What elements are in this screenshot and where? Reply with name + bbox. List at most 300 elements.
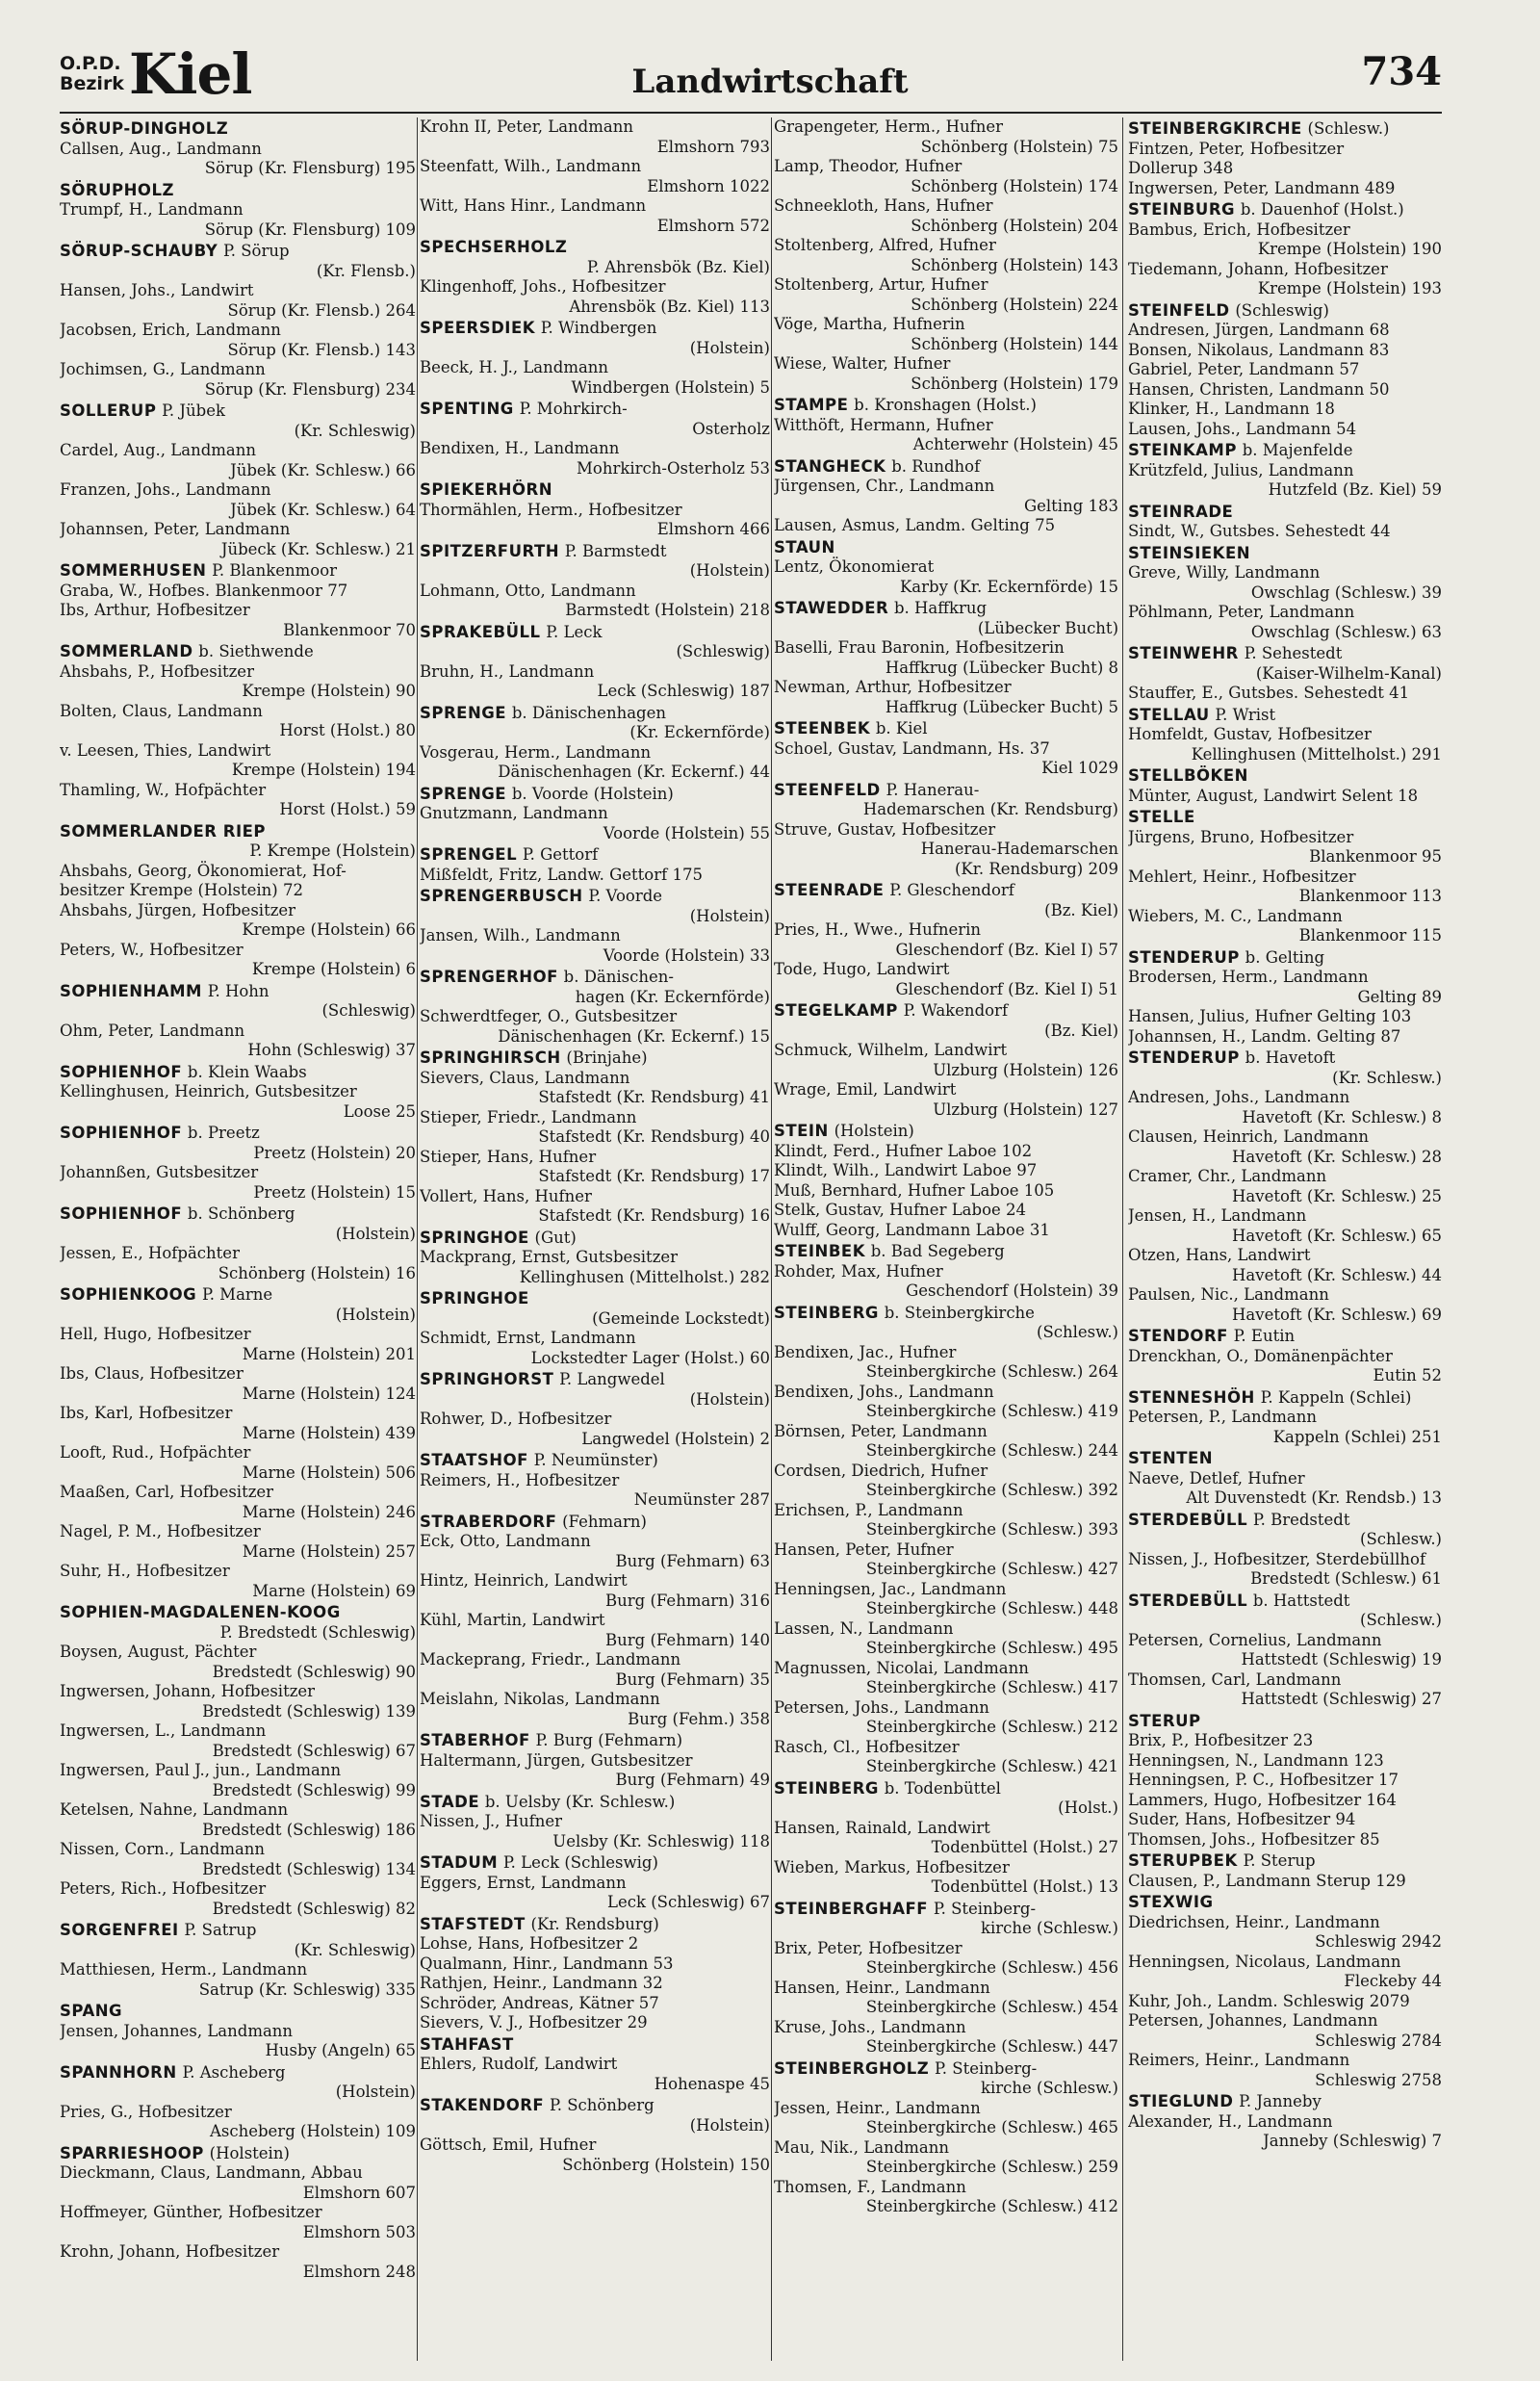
entry-name: Graba, W., Hofbes. Blankenmoor 77	[60, 581, 348, 600]
entry-name: Eck, Otto, Landmann	[420, 1532, 591, 1550]
entry-name: Trumpf, H., Landmann	[60, 200, 244, 219]
place-qualifier: P. Jübek	[162, 401, 225, 420]
entry-location: Kiel 1029	[1041, 759, 1118, 777]
entry-name: Mau, Nik., Landmann	[774, 2137, 950, 2157]
entry-name: Stieper, Friedr., Landmann	[420, 1107, 637, 1126]
entry-name: Jacobsen, Erich, Landmann	[60, 321, 281, 339]
place-qualifier: P. Kappeln (Schlei)	[1260, 1387, 1412, 1407]
entry-location: Bredstedt (Schleswig) 186	[202, 1820, 416, 1839]
place-name: STELLAU	[1128, 705, 1210, 724]
place-heading	[1128, 1449, 1442, 1469]
entry-location: Achterwehr (Holstein) 45	[912, 435, 1118, 453]
entry-name: Muß, Bernhard, Hufner Laboe 105	[774, 1180, 1055, 1200]
place-heading	[60, 2063, 416, 2083]
entry-name: Vollert, Hans, Hufner	[420, 1186, 592, 1205]
place-name: STENDERUP	[1128, 947, 1240, 967]
place-name: SPANNHORN	[60, 2062, 177, 2082]
place-heading	[774, 1001, 1118, 1022]
place-qualifier-line: (Schlesw.)	[1360, 1530, 1442, 1548]
place-qualifier: b. Kronshagen (Holst.)	[854, 396, 1037, 414]
place-qualifier-line: hagen (Kr. Eckernförde)	[575, 987, 770, 1006]
place-qualifier: P. Steinberg-	[935, 2058, 1038, 2078]
place-qualifier-line: (Lübecker Bucht)	[977, 618, 1118, 637]
entry-name: Ibs, Arthur, Hofbesitzer	[60, 601, 250, 619]
entry-location: Steinbergkirche (Schlesw.) 427	[865, 1560, 1118, 1578]
entry-location: Gelting 89	[1357, 987, 1442, 1006]
place-heading	[60, 1921, 416, 1941]
entry-name: Nagel, P. M., Hofbesitzer	[60, 1522, 261, 1540]
place-qualifier-line: P. Krempe (Holstein)	[249, 841, 416, 860]
entry-name: Cramer, Chr., Landmann	[1128, 1167, 1327, 1185]
place-qualifier-line: P. Bredstedt (Schleswig)	[219, 1622, 416, 1642]
entry-location: Havetoft (Kr. Schlesw.) 28	[1232, 1147, 1442, 1166]
place-heading	[420, 1731, 770, 1751]
place-name: SOPHIENHOF	[60, 1062, 183, 1081]
place-heading	[774, 719, 1118, 739]
place-name: STANGHECK	[774, 456, 886, 476]
entry-name: Pries, H., Wwe., Hufnerin	[774, 920, 981, 939]
entry-name: Hansen, Christen, Landmann 50	[1128, 379, 1390, 399]
entry-name: Ingwersen, Johann, Hofbesitzer	[60, 1682, 316, 1700]
place-heading	[774, 1242, 1118, 1262]
entry-name: Vöge, Martha, Hufnerin	[774, 315, 965, 333]
place-name: STAKENDORF	[420, 2096, 545, 2114]
entry-name: Hansen, Heinr., Landmann	[774, 1978, 990, 1997]
entry-location: Husby (Angeln) 65	[265, 2041, 416, 2059]
place-name: SÖRUP-SCHAUBY	[60, 242, 218, 260]
place-name: STEINBERG	[774, 1778, 879, 1798]
place-name: STENTEN	[1128, 1449, 1214, 1467]
entry-name: Franzen, Johs., Landmann	[60, 480, 271, 499]
place-heading	[60, 1063, 416, 1083]
place-name: STADUM	[420, 1853, 499, 1872]
place-name: SPRAKEBÜLL	[420, 622, 541, 641]
entry-name: Hansen, Rainald, Landwirt	[774, 1818, 990, 1837]
place-qualifier: b. Siethwende	[198, 642, 314, 660]
entry-name: Nissen, J., Hufner	[420, 1812, 563, 1830]
entry-location: Horst (Holst.) 59	[279, 800, 416, 818]
entry-name: Klindt, Ferd., Hufner Laboe 102	[774, 1141, 1033, 1160]
entry-location: Bredstedt (Schleswig) 139	[202, 1701, 416, 1721]
entry-location: Gleschendorf (Bz. Kiel I) 51	[895, 979, 1118, 998]
place-heading	[60, 642, 416, 662]
entry-name: Stauffer, E., Gutsbes. Sehestedt 41	[1128, 684, 1410, 702]
entry-name: Ahsbahs, Jürgen, Hofbesitzer	[60, 900, 296, 919]
entry-location: Dänischenhagen (Kr. Eckernf.) 44	[498, 763, 770, 781]
entry-name: Mißfeldt, Fritz, Landw. Gettorf 175	[420, 865, 703, 884]
entry-location: Hanerau-Hademarschen	[920, 840, 1118, 858]
entry-location: Kellinghusen (Mittelholst.) 282	[519, 1267, 770, 1286]
place-qualifier-line: (Kr. Eckernförde)	[629, 723, 770, 741]
entry-location: Schleswig 2758	[1315, 2070, 1442, 2089]
place-qualifier: P. Ascheberg	[182, 2062, 286, 2082]
entry-location: Sörup (Kr. Flensb.) 264	[227, 300, 416, 320]
entry-location: Leck (Schleswig) 187	[597, 682, 770, 700]
entry-location: Jübek (Kr. Schlesw.) 64	[230, 500, 416, 519]
place-heading	[1128, 301, 1442, 322]
entry-name: Krützfeld, Julius, Landmann	[1128, 460, 1354, 479]
entry-name: Paulsen, Nic., Landmann	[1128, 1285, 1329, 1304]
place-qualifier: b. Dauenhof (Holst.)	[1240, 200, 1404, 219]
place-heading	[60, 2144, 416, 2164]
entry-name: v. Leesen, Thies, Landwirt	[60, 740, 271, 760]
place-qualifier: b. Todenbüttel	[884, 1778, 1001, 1798]
header-rule	[60, 112, 1442, 114]
place-heading	[1128, 1851, 1442, 1872]
place-heading	[420, 1513, 770, 1533]
place-qualifier: b. Hattstedt	[1252, 1591, 1350, 1610]
entry-name: Haltermann, Jürgen, Gutsbesitzer	[420, 1750, 693, 1770]
entry-name: Johannsen, H., Landm. Gelting 87	[1128, 1026, 1401, 1046]
entry-location: Marne (Holstein) 201	[242, 1344, 416, 1363]
entry-name: Wiese, Walter, Hufner	[774, 354, 951, 373]
entry-location: Burg (Fehmarn) 35	[615, 1669, 770, 1689]
entry-name: Ingwersen, Paul J., jun., Landmann	[60, 1761, 342, 1779]
place-qualifier: b. Schönberg	[187, 1204, 295, 1223]
entry-location: Kellinghusen (Mittelholst.) 291	[1191, 744, 1442, 763]
place-qualifier: P. Sterup	[1243, 1851, 1316, 1870]
entry-name: Lausen, Asmus, Landm. Gelting 75	[774, 516, 1056, 534]
place-name: STENDERUP	[1128, 1048, 1240, 1067]
entry-location: Steinbergkirche (Schlesw.) 244	[865, 1441, 1118, 1460]
entry-name: Steenfatt, Wilh., Landmann	[420, 157, 642, 175]
place-heading	[1128, 1592, 1442, 1612]
entry-name: Qualmann, Hinr., Landmann 53	[420, 1954, 674, 1973]
place-name: SÖRUPHOLZ	[60, 180, 174, 199]
place-qualifier: (Kr. Rendsburg)	[530, 1914, 659, 1933]
place-qualifier: P. Sehestedt	[1244, 644, 1343, 662]
place-name: SPIEKERHÖRN	[420, 480, 552, 499]
entry-location: Ulzburg (Holstein) 126	[933, 1060, 1118, 1079]
entry-name: Jochimsen, G., Landmann	[60, 360, 266, 378]
place-qualifier-line: (Bz. Kiel)	[1044, 1021, 1118, 1040]
entry-location: Bredstedt (Schleswig) 67	[212, 1741, 416, 1760]
entry-name: Cordsen, Diedrich, Hufner	[774, 1461, 988, 1480]
entry-location: Elmshorn 503	[302, 2222, 416, 2241]
entry-location: Burg (Fehm.) 358	[628, 1709, 770, 1728]
entry-name: Thomsen, Carl, Landmann	[1128, 1669, 1342, 1689]
place-heading	[1128, 200, 1442, 220]
entry-location: Sörup (Kr. Flensburg) 109	[204, 220, 416, 239]
entry-name: Lausen, Johs., Landmann 54	[1128, 419, 1357, 438]
entry-location: Marne (Holstein) 124	[242, 1384, 416, 1403]
entry-location: Krempe (Holstein) 66	[242, 920, 416, 939]
entry-name: Magnussen, Nicolai, Landmann	[774, 1658, 1029, 1677]
place-qualifier: P. Leck (Schleswig)	[502, 1853, 658, 1872]
entry-location: Hattstedt (Schleswig) 19	[1241, 1650, 1442, 1669]
place-qualifier-line: (Holstein)	[335, 2083, 416, 2101]
place-name: STAHFAST	[420, 2034, 514, 2054]
place-qualifier-line: kirche (Schlesw.)	[980, 2079, 1118, 2097]
entry-name: Schoel, Gustav, Landmann, Hs. 37	[774, 738, 1050, 758]
entry-location: Owschlag (Schlesw.) 39	[1250, 582, 1442, 602]
place-heading	[60, 181, 416, 201]
entry-location: Preetz (Holstein) 20	[253, 1143, 416, 1162]
entry-name: Pöhlmann, Peter, Landmann	[1128, 603, 1355, 621]
entry-name: Brodersen, Herm., Landmann	[1128, 968, 1369, 986]
place-heading	[1128, 808, 1442, 828]
entry-location: Steinbergkirche (Schlesw.) 419	[865, 1402, 1118, 1420]
entry-location: Steinbergkirche (Schlesw.) 212	[865, 1718, 1118, 1736]
entry-name: Börnsen, Peter, Landmann	[774, 1421, 988, 1440]
place-name: STERUPBEK	[1128, 1851, 1238, 1870]
place-qualifier: P. Hanerau-	[886, 780, 980, 799]
entry-name: Lamp, Theodor, Hufner	[774, 157, 962, 175]
column-divider	[1122, 117, 1123, 2361]
entry-location: Steinbergkirche (Schlesw.) 421	[865, 1757, 1118, 1775]
place-qualifier-line: (Kaiser-Wilhelm-Kanal)	[1255, 663, 1442, 683]
place-name: STEXWIG	[1128, 1893, 1214, 1911]
place-heading	[60, 242, 416, 262]
column-1	[60, 117, 416, 2361]
place-qualifier-line: Osterholz	[692, 419, 770, 438]
entry-location: Karby (Kr. Eckernförde) 15	[899, 577, 1118, 596]
entry-name: Wrage, Emil, Landwirt	[774, 1080, 957, 1099]
place-heading	[420, 1048, 770, 1069]
entry-location: Schönberg (Holstein) 75	[920, 137, 1118, 156]
entry-location: Dänischenhagen (Kr. Eckernf.) 15	[498, 1026, 770, 1046]
place-name: SPECHSERHOLZ	[420, 238, 568, 256]
entry-name: Struve, Gustav, Hofbesitzer	[774, 819, 996, 839]
place-heading	[60, 561, 416, 582]
entry-name: Jürgensen, Chr., Landmann	[774, 477, 995, 495]
entry-location: Janneby (Schleswig) 7	[1263, 2132, 1442, 2150]
entry-name: Bendixen, Johs., Landmann	[774, 1382, 994, 1401]
entry-name: Dieckmann, Claus, Landmann, Abbau	[60, 2163, 363, 2182]
place-heading	[420, 887, 770, 907]
entry-name: Suder, Hans, Hofbesitzer 94	[1128, 1810, 1356, 1828]
place-name: STEINBURG	[1128, 200, 1236, 219]
entry-location: Haffkrug (Lübecker Bucht) 5	[885, 697, 1118, 716]
entry-location: Schönberg (Holstein) 150	[562, 2155, 770, 2174]
entry-name: Grapengeter, Herm., Hufner	[774, 117, 1003, 136]
place-qualifier-line: (Holstein)	[335, 1224, 416, 1243]
entry-location: Krempe (Holstein) 90	[242, 682, 416, 700]
place-name: STERDEBÜLL	[1128, 1591, 1248, 1610]
entry-location: Sörup (Kr. Flensb.) 143	[227, 340, 416, 359]
place-heading	[1128, 706, 1442, 726]
entry-name: Thormählen, Herm., Hofbesitzer	[420, 500, 682, 519]
entry-name: Schröder, Andreas, Kätner 57	[420, 1993, 659, 2012]
entry-location: Havetoft (Kr. Schlesw.) 8	[1242, 1107, 1442, 1126]
place-qualifier-line: kirche (Schlesw.)	[980, 1919, 1118, 1937]
place-heading	[420, 1853, 770, 1874]
place-qualifier-line: (Kr. Schleswig)	[294, 421, 416, 440]
place-qualifier: P. Barmstedt	[564, 541, 667, 560]
entry-name: Boysen, August, Pächter	[60, 1643, 257, 1661]
column-divider	[417, 117, 418, 2361]
place-name: SPRINGHIRSCH	[420, 1048, 561, 1067]
entry-name: Bambus, Erich, Hofbesitzer	[1128, 220, 1350, 239]
place-heading	[1128, 948, 1442, 969]
entry-name: Kühl, Martin, Landwirt	[420, 1611, 605, 1629]
entry-name: Cardel, Aug., Landmann	[60, 441, 257, 459]
entry-location: Schönberg (Holstein) 179	[911, 374, 1118, 393]
place-qualifier: b. Uelsby (Kr. Schlesw.)	[484, 1792, 676, 1811]
entry-name: besitzer Krempe (Holstein) 72	[60, 881, 303, 899]
place-qualifier-line: (Holst.)	[1058, 1799, 1118, 1817]
entry-location: Blankenmoor 115	[1298, 926, 1442, 945]
place-heading	[774, 1779, 1118, 1799]
place-name: STADE	[420, 1792, 480, 1811]
entry-name: Rohder, Max, Hufner	[774, 1261, 943, 1281]
place-qualifier: P. Mohrkirch-	[519, 400, 628, 418]
place-name: STEINFELD	[1128, 300, 1230, 320]
place-qualifier-line: (Kr. Flensb.)	[316, 261, 416, 280]
entry-location: Marne (Holstein) 246	[242, 1502, 416, 1521]
place-heading	[1128, 1388, 1442, 1409]
place-heading	[60, 822, 416, 842]
entry-name: Hansen, Peter, Hufner	[774, 1540, 954, 1559]
place-heading	[420, 480, 770, 501]
entry-name: Petersen, P., Landmann	[1128, 1408, 1317, 1426]
place-heading	[1128, 119, 1442, 140]
page-header	[0, 0, 1540, 116]
entry-location: Steinbergkirche (Schlesw.) 393	[865, 1520, 1118, 1539]
entry-location: Jübeck (Kr. Schlesw.) 21	[220, 539, 416, 558]
entry-location: Marne (Holstein) 506	[242, 1462, 416, 1482]
entry-name: Newman, Arthur, Hofbesitzer	[774, 678, 1012, 696]
entry-location: Elmshorn 572	[656, 216, 770, 235]
entry-name: Jensen, H., Landmann	[1128, 1206, 1307, 1225]
entry-name: Stieper, Hans, Hufner	[420, 1147, 597, 1166]
place-qualifier: P. Neumünster)	[533, 1451, 658, 1469]
entry-location: Kappeln (Schlei) 251	[1272, 1427, 1442, 1446]
place-heading	[1128, 1327, 1442, 1347]
place-qualifier-line: (Gemeinde Lockstedt)	[592, 1308, 770, 1328]
entry-name: Bruhn, H., Landmann	[420, 661, 595, 681]
entry-location: Hutzfeld (Bz. Kiel) 59	[1268, 480, 1442, 499]
entry-location: Barmstedt (Holstein) 218	[565, 601, 770, 619]
place-heading	[774, 457, 1118, 478]
entry-name: Bolten, Claus, Landmann	[60, 701, 263, 720]
entry-location: Havetoft (Kr. Schlesw.) 69	[1232, 1305, 1442, 1324]
entry-location: Schleswig 2942	[1315, 1932, 1442, 1951]
entry-name: Schneekloth, Hans, Hufner	[774, 196, 993, 215]
place-qualifier: (Brinjahe)	[566, 1048, 648, 1067]
entry-name: Bonsen, Nikolaus, Landmann 83	[1128, 340, 1390, 359]
entry-location: Schleswig 2784	[1315, 2031, 1442, 2050]
place-name: STAFSTEDT	[420, 1914, 526, 1933]
opd-label: O.P.D. Bezirk	[60, 53, 124, 94]
entry-name: Tode, Hugo, Landwirt	[774, 960, 950, 978]
entry-name: Münter, August, Landwirt Selent 18	[1128, 786, 1419, 805]
entry-name: Ingwersen, Peter, Landmann 489	[1128, 178, 1396, 197]
place-name: STEINBERGHOLZ	[774, 2058, 930, 2078]
entry-location: Steinbergkirche (Schlesw.) 495	[865, 1639, 1118, 1657]
place-qualifier: P. Bredstedt	[1252, 1510, 1350, 1529]
entry-location: Steinbergkirche (Schlesw.) 465	[865, 2118, 1118, 2136]
place-name: SPENTING	[420, 400, 514, 418]
place-qualifier: b. Havetoft	[1245, 1048, 1336, 1067]
entry-name: Thomsen, Johs., Hofbesitzer 85	[1128, 1829, 1380, 1849]
entry-name: Lassen, N., Landmann	[774, 1618, 954, 1638]
place-name: STERUP	[1128, 1711, 1201, 1730]
place-name: SOPHIEN-MAGDALENEN-KOOG	[60, 1603, 341, 1621]
place-heading	[1128, 1511, 1442, 1531]
entry-location: Sörup (Kr. Flensburg) 195	[204, 159, 416, 177]
entry-location: Steinbergkirche (Schlesw.) 417	[865, 1678, 1118, 1696]
place-name: STEINBEK	[774, 1242, 865, 1260]
entry-location: Langwedel (Holstein) 2	[581, 1429, 770, 1448]
entry-name: Nissen, Corn., Landmann	[60, 1840, 266, 1858]
entry-location: Uelsby (Kr. Schleswig) 118	[552, 1831, 770, 1850]
entry-location: Hohenaspe 45	[654, 2074, 770, 2093]
entry-location: Stafstedt (Kr. Rendsburg) 17	[538, 1167, 770, 1185]
entry-name: Hoffmeyer, Günther, Hofbesitzer	[60, 2203, 322, 2221]
entry-name: Hansen, Julius, Hufner Gelting 103	[1128, 1007, 1412, 1025]
entry-name: Naeve, Detlef, Hufner	[1128, 1468, 1305, 1488]
entry-name: Ingwersen, L., Landmann	[60, 1721, 267, 1740]
place-name: STEENRADE	[774, 881, 885, 899]
place-qualifier-line: P. Ahrensbök (Bz. Kiel)	[586, 257, 770, 276]
entry-location: Steinbergkirche (Schlesw.) 264	[865, 1362, 1118, 1381]
place-heading	[60, 1603, 416, 1623]
entry-name: Klinker, H., Landmann 18	[1128, 400, 1335, 418]
entry-name: Reimers, H., Hofbesitzer	[420, 1470, 620, 1489]
entry-location: Havetoft (Kr. Schlesw.) 25	[1232, 1186, 1442, 1205]
entry-name: Diedrichsen, Heinr., Landmann	[1128, 1912, 1380, 1931]
column-divider	[771, 117, 772, 2361]
entry-name: Witt, Hans Hinr., Landmann	[420, 196, 647, 215]
entry-location: Havetoft (Kr. Schlesw.) 44	[1232, 1265, 1442, 1284]
place-qualifier: (Schleswig)	[1235, 300, 1329, 320]
place-qualifier: b. Klein Waabs	[187, 1062, 307, 1081]
entry-name: Lohse, Hans, Hofbesitzer 2	[420, 1934, 639, 1953]
place-qualifier-line: (Schleswig)	[676, 642, 770, 660]
place-heading	[420, 704, 770, 724]
place-qualifier: P. Sörup	[223, 242, 290, 260]
place-qualifier: P. Blankenmoor	[212, 561, 338, 580]
entry-name: Brix, P., Hofbesitzer 23	[1128, 1731, 1314, 1749]
entry-name: Bendixen, H., Landmann	[420, 439, 620, 457]
place-qualifier: b. Gelting	[1245, 947, 1325, 967]
place-heading	[420, 1451, 770, 1471]
place-heading	[1128, 644, 1442, 664]
place-heading	[420, 2035, 770, 2056]
entry-location: Voorde (Holstein) 33	[603, 945, 770, 965]
entry-name: Sievers, V. J., Hofbesitzer 29	[420, 2013, 648, 2032]
entry-location: Schönberg (Holstein) 174	[911, 176, 1118, 195]
entry-name: Dollerup 348	[1128, 159, 1234, 177]
place-heading	[1128, 503, 1442, 523]
entry-name: Alexander, H., Landmann	[1128, 2111, 1333, 2131]
entry-name: Petersen, Johannes, Landmann	[1128, 2011, 1378, 2030]
entry-location: Hohn (Schleswig) 37	[247, 1041, 416, 1059]
place-qualifier: P. Hohn	[207, 981, 270, 1000]
place-heading	[1128, 544, 1442, 564]
place-heading	[420, 1289, 770, 1309]
place-qualifier: P. Wakendorf	[903, 1001, 1009, 1020]
entry-location: Haffkrug (Lübecker Bucht) 8	[885, 658, 1118, 677]
place-name: STENNESHÖH	[1128, 1387, 1255, 1407]
entry-location: Schönberg (Holstein) 224	[911, 295, 1118, 314]
entry-location: Ulzburg (Holstein) 127	[933, 1100, 1118, 1119]
entry-name: Maaßen, Carl, Hofbesitzer	[60, 1483, 274, 1501]
entry-name: Wulff, Georg, Landmann Laboe 31	[774, 1220, 1050, 1239]
entry-name: Lentz, Ökonomierat	[774, 557, 935, 576]
place-name: STEINBERG	[774, 1303, 879, 1322]
entry-location: Burg (Fehmarn) 49	[615, 1771, 770, 1789]
entry-name: Ehlers, Rudolf, Landwirt	[420, 2055, 618, 2073]
entry-location: Stafstedt (Kr. Rendsburg) 41	[538, 1088, 770, 1106]
place-qualifier: b. Preetz	[187, 1124, 260, 1142]
entry-location: Steinbergkirche (Schlesw.) 392	[865, 1481, 1118, 1499]
place-name: STEINSIEKEN	[1128, 543, 1251, 562]
entry-name: Schwerdtfeger, O., Gutsbesitzer	[420, 1007, 678, 1025]
place-name: SPRENGE	[420, 784, 507, 803]
entry-location: Elmshorn 248	[302, 2262, 416, 2281]
